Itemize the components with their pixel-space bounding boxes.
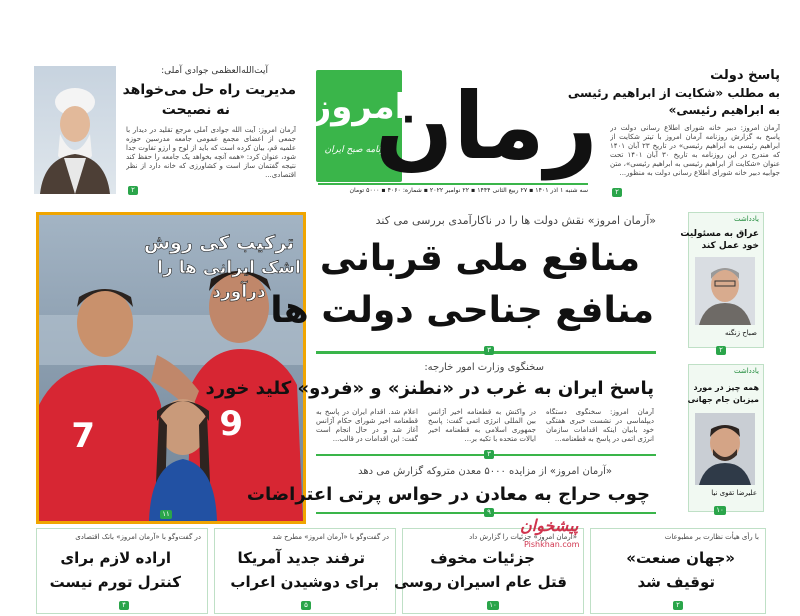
- second-kicker: سخنگوی وزارت امور خارجه:: [424, 362, 544, 373]
- sidebar-note-1-title-a: عراق به مسئولیت: [680, 229, 759, 239]
- bottom-2-page: ۵: [301, 601, 311, 610]
- top-left-page-num: ۲: [128, 186, 138, 195]
- second-col-2: در واکنش به قطعنامه اخیر آژانس بین المللی انرژی اتمی گفت: پاسخ جمهوری اسلامی به قطعنامه اخیر ایالات متحده با تکیه بر...: [428, 408, 536, 443]
- top-left-title-2: نه نصیحت: [161, 102, 230, 118]
- top-right-body: آرمان امروز: دبیر خانه شورای اطلاع رسانی دولت در پاسخ به گزارش روزنامه آرمان امروز با تیتر شکایت از ابراهیم رئیسی به ابراهیم رئیسی» در تاریخ ۲۳ آبان ۱۴۰۱ که مندرج در این روزنامه به تاریخ ۳۰ آبان ۱۴۰۱ تحت عنوان «شکایت از ابراهیم رئیسی به ابراهیم رئیسی»، متن جوابیه دبیر خانه شورای اطلاع رسانی دولت به منظور...: [610, 124, 780, 177]
- masthead-logo-art: [312, 40, 592, 190]
- jersey-number-right: 9: [219, 404, 243, 444]
- sidebar-note-2-title-b: میزبان جام جهانی: [687, 395, 759, 404]
- bottom-box-1: [36, 528, 208, 614]
- top-left-kicker: آیت‌الله‌العظمی جوادی آملی:: [161, 66, 268, 76]
- cleric-portrait: [34, 66, 116, 194]
- photo-feature-page-num: ۱۱: [160, 510, 172, 519]
- bottom-4-line-1: «جهان صنعت»: [626, 549, 735, 567]
- third-kicker: «آرمان امروز» از مزایده ۵۰۰۰ معدن متروکه گزارش می دهد: [358, 466, 612, 477]
- watermark-brand: پیشخوان: [520, 516, 579, 535]
- top-left-body: آرمان امروز: آیت الله جوادی آملی مرجع تقلید در دیدار با جمعی از اعضای مجمع عمومی جامعه مدرسین حوزه علمیه قم، بیان کرده است که باید از لوح و ارزو تفاوت جدا شود، عنوان کرد: «همه آنچه بخواهد یک جامعه را حفظ کند نتیجه گفتمان ساز است و کشاورزی که خانه دارد از نظر اقتصادی...: [126, 126, 296, 179]
- logo-title-text: رمان: [374, 73, 592, 180]
- author-2-portrait: [695, 413, 755, 485]
- watermark-domain: Pishkhan.com: [524, 540, 580, 549]
- second-headline: پاسخ ایران به غرب در «نطنز» و «فردو» کلید خورد: [205, 378, 654, 399]
- second-col-3: اعلام شد. اقدام ایران در پاسخ به قطعنامه اخیر شورای حکام آژانس آغاز شد و در حال انجام است گفت: این اقدامات در قالب...: [316, 408, 418, 443]
- sidebar-note-1-title-b: خود عمل کند: [701, 241, 759, 251]
- bottom-4-page: ۲: [673, 601, 683, 610]
- sidebar-note-1-label: یادداشت: [734, 215, 759, 223]
- sidebar-note-2-label: یادداشت: [734, 367, 759, 375]
- sidebar-page-2: ۱۰: [714, 506, 726, 515]
- bottom-2-kicker: در گفت‌وگو با «آرمان امروز» مطرح شد: [272, 533, 389, 541]
- photo-headline-3: درآورد: [212, 282, 266, 302]
- photo-headline-2: اشک ایرانی ها را: [157, 258, 301, 278]
- sidebar-note-2: [688, 364, 764, 512]
- football-team-photo: [39, 215, 303, 521]
- photo-feature-frame: [36, 212, 306, 524]
- bottom-3-page: ۱۰: [487, 601, 499, 610]
- lead-kicker: «آرمان امروز» نقش دولت ها را در ناکارآمدی بررسی می کند: [375, 214, 656, 227]
- second-page-num: ۳: [484, 450, 494, 459]
- lead-headline-2: منافع جناحی دولت ها: [270, 290, 654, 331]
- bottom-3-line-1: جزئیات مخوف: [430, 549, 535, 567]
- lead-page-num: ۳: [484, 346, 494, 355]
- second-col-1: آرمان امروز: سخنگوی دستگاه دیپلماسی در نشست خبری هفتگی خود بابیان اینکه اقدامات سازمان انرژی اتمی در پاسخ به قطعنامه...: [546, 408, 654, 443]
- bottom-1-kicker: در گفت‌وگو با «آرمان امروز» بانک اقتصادی: [75, 533, 201, 541]
- photo-headline-1: ترکیب کی روش: [143, 232, 295, 254]
- bottom-box-2: [214, 528, 396, 614]
- masthead-dateline: سه شنبه ۱ آذر ۱۴۰۱ ▪ ۲۷ ربیع الثانی ۱۴۴۴ ▪ ۲۲ نوامبر ۲۰۲۲ ▪ شماره: ۴۰۶۰ ▪ ۵۰۰۰ تومان: [349, 187, 588, 194]
- masthead-rule: [318, 183, 588, 185]
- top-left-title-1: مدیریت راه حل می‌خواهد: [122, 82, 296, 98]
- top-right-page-num: ۲: [612, 188, 622, 197]
- third-headline: چوب حراج به معادن در حواس پرتی اعتراضات: [246, 484, 650, 505]
- author-1-portrait: [695, 257, 755, 325]
- top-right-subtitle-1: به مطلب «شکایت از ابراهیم رئیسی: [567, 86, 780, 100]
- lead-headline-1: منافع ملی قربانی: [319, 238, 640, 279]
- bottom-3-kicker: «آرمان امروز» جزئیات را گزارش داد: [469, 533, 577, 541]
- bottom-1-page: ۴: [119, 601, 129, 610]
- top-right-subtitle-2: به ابراهیم رئیسی»: [668, 103, 780, 117]
- masthead-logo: [312, 40, 592, 190]
- bottom-4-kicker: با رأی هیأت نظارت بر مطبوعات: [664, 533, 759, 541]
- bottom-1-line-2: کنترل تورم نیست: [49, 573, 181, 591]
- bottom-2-line-1: ترفند جدید آمریکا: [237, 549, 365, 567]
- top-right-title: پاسخ دولت: [710, 68, 780, 83]
- sidebar-note-2-title-a: همه چیز در مورد: [693, 383, 759, 392]
- jersey-number-left: 7: [71, 416, 95, 456]
- sidebar-note-1: [680, 212, 764, 348]
- sidebar-author-1: صباح زنگنه: [725, 329, 757, 337]
- bottom-4-line-2: توقیف شد: [637, 573, 715, 591]
- bottom-box-4: [590, 528, 766, 614]
- sidebar-author-2: علیرضا تقوی نیا: [711, 489, 757, 497]
- logo-sub-text: امروز: [312, 87, 407, 127]
- bottom-3-line-2: قتل عام اسیران روسی: [393, 573, 567, 591]
- logo-tag-text: روزنامه صبح ایران: [324, 145, 394, 155]
- sidebar-page-1: ۲: [716, 346, 726, 355]
- third-page-num: ۹: [484, 508, 494, 517]
- bottom-2-line-2: برای دوشیدن اعراب: [230, 573, 379, 591]
- bottom-1-line-1: اراده لازم برای: [60, 549, 171, 567]
